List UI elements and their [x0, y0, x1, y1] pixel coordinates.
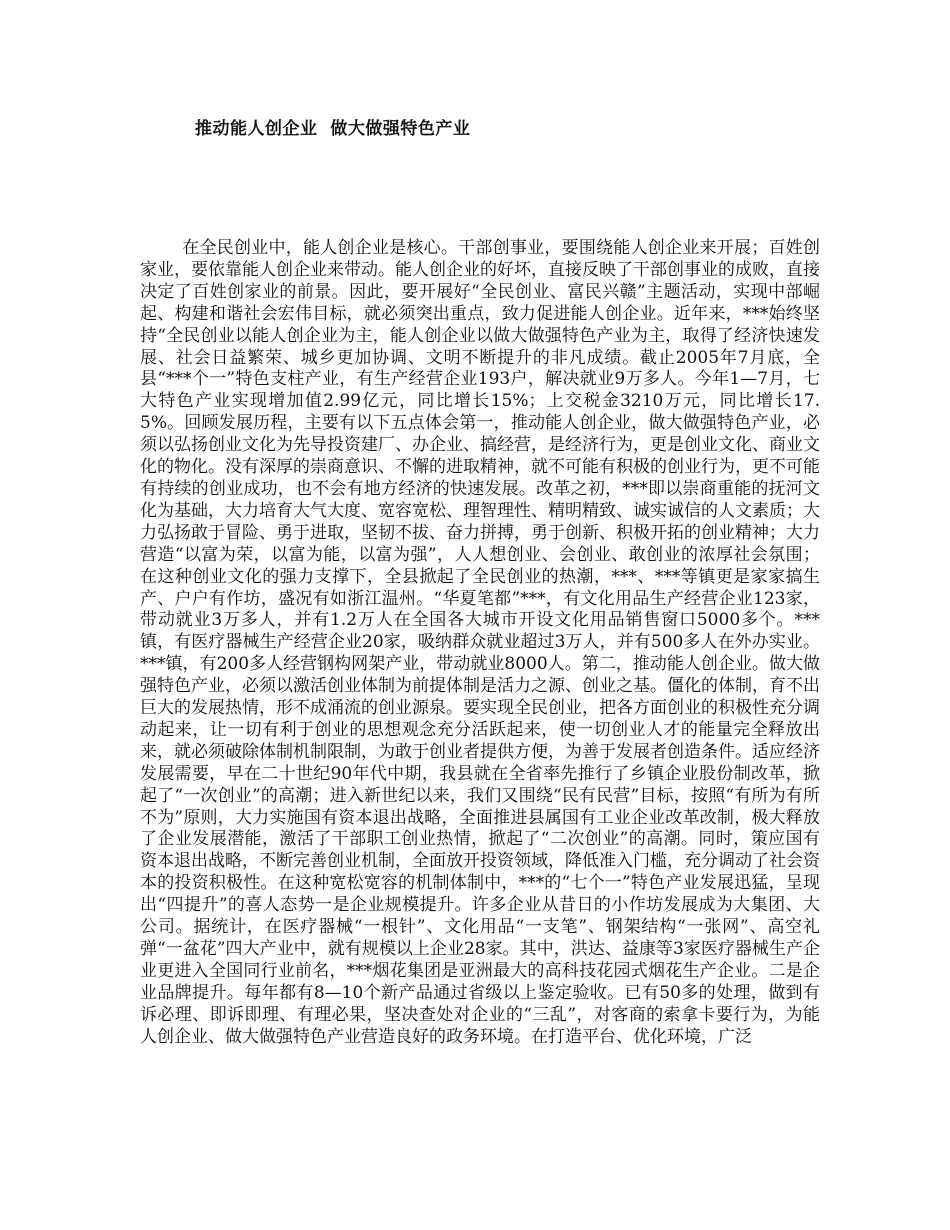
body-paragraph: 在全民创业中，能人创企业是核心。干部创事业，要围绕能人创企业来开展；百姓创家业，要依靠能人创企业来带动。能人创企业的好坏，直接反映了干部创事业的成败，直接决定了百姓创家业的前景。因此，要开展好“全民创业、富民兴赣”主题活动，实现中部崛起、构建和谐社会宏伟目标，就必须突出重点，致力促进能人创企业。近年来，***始终坚持“全民创业以能人创企业为主，能人创企业以做大做强特色产业为主，取得了经济快速发展、社会日益繁荣、城乡更加协调、文明不断提升的非凡成绩。截止2005年7月底，全县“***个一”特色支柱产业，有生产经营企业193户，解决就业9万多人。今年1—7月，七大特色产业实现增加值2.99亿元，同比增长15%；上交税金3210万元，同比增长17.5%。回顾发展历程，主要有以下五点体会第一，推动能人创企业，做大做强特色产业，必须以弘扬创业文化为先导投资建厂、办企业、搞经营，是经济行为，更是创业文化、商业文化的物化。没有深厚的崇商意识、不懈的进取精神，就不可能有积极的创业行为，更不可能有持续的创业成功，也不会有地方经济的快速发展。改革之初，***即以崇商重能的抚河文化为基础，大力培育大气大度、宽容宽松、理智理性、精明精致、诚实诚信的人文素质；大力弘扬敢于冒险、勇于进取，坚韧不拔、奋力拼搏，勇于创新、积极开拓的创业精神；大力营造“以富为荣，以富为能，以富为强”，人人想创业、会创业、敢创业的浓厚社会氛围；在这种创业文化的强力支撑下，全县掀起了全民创业的热潮，***、***等镇更是家家搞生产、户户有作坊，盛况有如浙江温州。“华夏笔都”***，有文化用品生产经营企业123家，带动就业3万多人，并有1.2万人在全国各大城市开设文化用品销售窗口5000多个。***镇，有医疗器械生产经营企业20家，吸纳群众就业超过3万人，并有500多人在外办实业。***镇，有200多人经营钢构网架产业，带动就业8000人。第二，推动能人创企业。做大做强特色产业，必须以激活创业体制为前提体制是活力之源、创业之基。僵化的体制，育不出巨大的发展热情，形不成涌流的创业源泉。要实现全民创业，把各方面创业的积极性充分调动起来，让一切有利于创业的思想观念充分活跃起来，使一切创业人才的能量完全释放出来，就必须破除体制机制限制，为敢于创业者提供方便，为善于发展者创造条件。适应经济发展需要，早在二十世纪90年代中期，我县就在全省率先推行了乡镇企业股份制改革，掀起了“一次创业”的高潮；进入新世纪以来，我们又围绕“民有民营”目标，按照“有所为有所不为”原则，大力实施国有资本退出战略，全面推进县属国有工业企业改革改制，极大释放了企业发展潜能，激活了干部职工创业热情，掀起了“二次创业”的高潮。同时，策应国有资本退出战略，不断完善创业机制，全面放开投资领域，降低准入门槛，充分调动了社会资本的投资积极性。在这种宽松宽容的机制体制中，***的“七个一”特色产业发展迅猛，呈现出“四提升”的喜人态势一是企业规模提升。许多企业从昔日的小作坊发展成为大集团、大公司。据统计，在医疗器械“一根针”、文化用品“一支笔”、钢架结构“一张网”、高空礼弹“一盆花”四大产业中，就有规模以上企业28家。其中，洪达、益康等3家医疗器械生产企业更进入全国同行业前名，***烟花集团是亚洲最大的高科技花园式烟花生产企业。二是企业品牌提升。每年都有8—10个新产品通过省级以上鉴定验收。已有50多的处理，做到有诉必理、即诉即理、有理必果，坚决查处对企业的“三乱”，对客商的索拿卡要行为，为能人创企业、做大做强特色产业营造良好的政务环境。在打造平台、优化环境，广泛: [140, 238, 820, 1047]
document-title: 推动能人创企业 做大做强特色产业: [195, 119, 471, 139]
document-body: [140, 238, 820, 1049]
